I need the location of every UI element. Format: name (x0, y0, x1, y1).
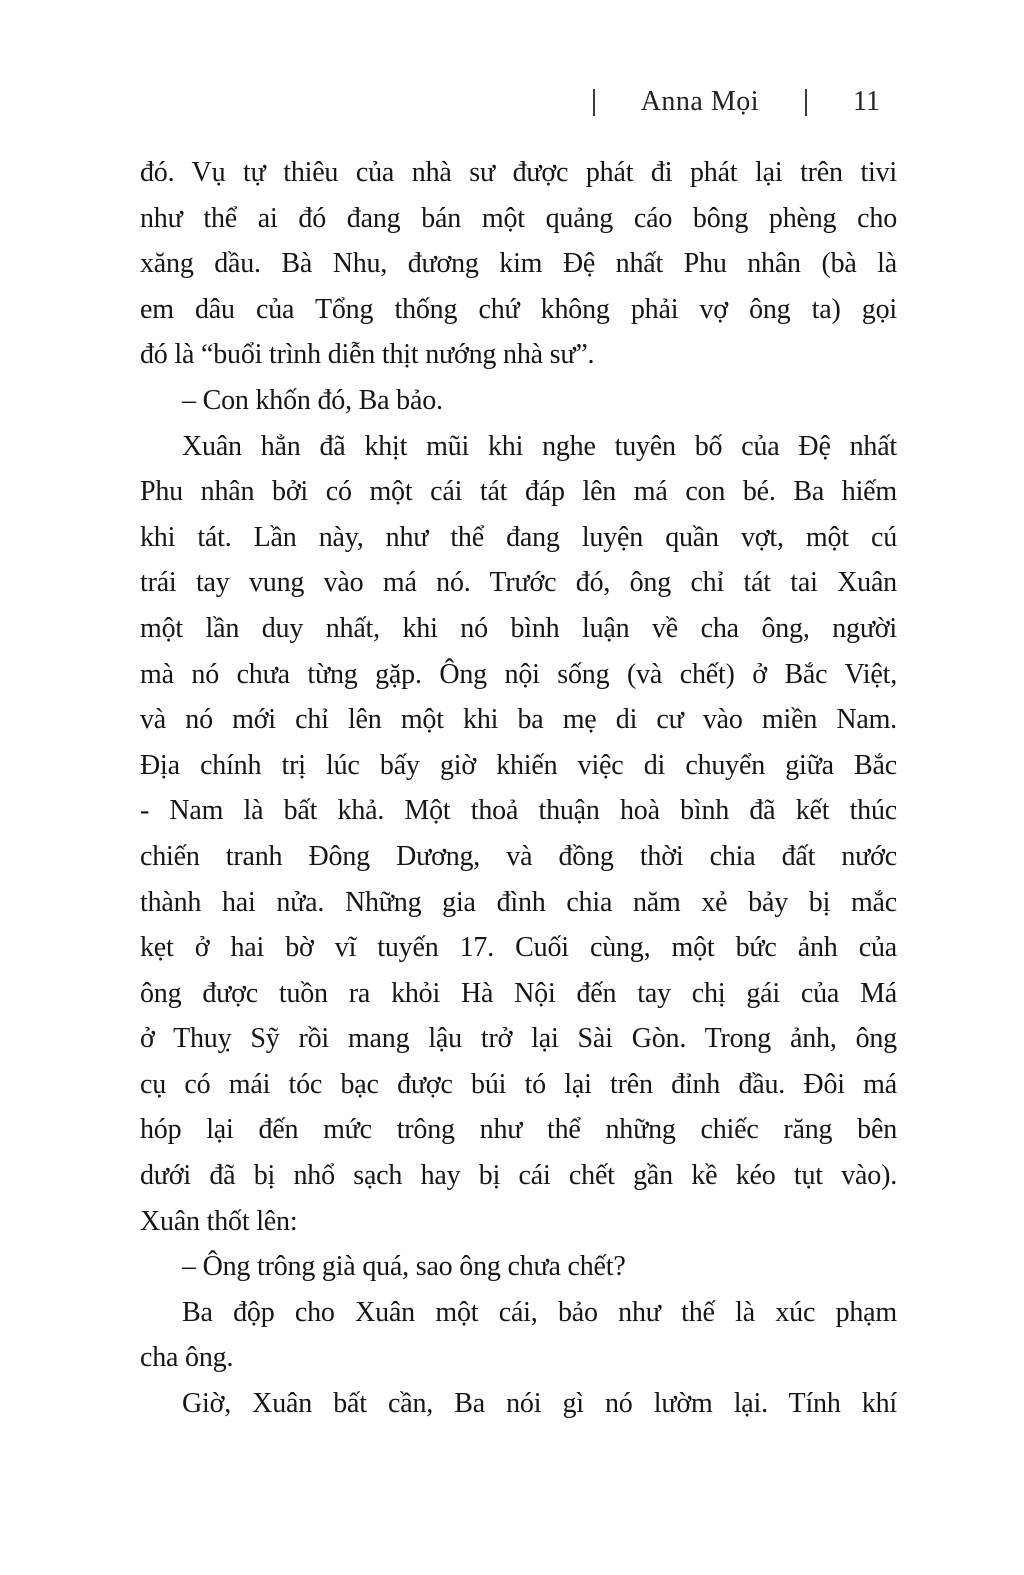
text-line: dưới đã bị nhổ sạch hay bị cái chết gần kề kéo tụt vào). (140, 1160, 897, 1192)
text-line: Phu nhân bởi có một cái tát đáp lên má con bé. Ba hiếm (140, 476, 897, 508)
text-line: kẹt ở hai bờ vĩ tuyến 17. Cuối cùng, một bức ảnh của (140, 932, 897, 964)
book-title: Anna Mọi (640, 86, 760, 117)
text-line: đó. Vụ tự thiêu của nhà sư được phát đi phát lại trên tivi (140, 157, 897, 188)
text-line: Địa chính trị lúc bấy giờ khiến việc di chuyển giữa Bắc (140, 749, 897, 781)
text-line: Xuân thốt lên: (140, 1205, 298, 1237)
text-line: khi tát. Lần này, như thể đang luyện quần vợt, một cú (140, 521, 897, 553)
text-line: một lần duy nhất, khi nó bình luận về cha ông, người (140, 612, 897, 644)
text-line: mà nó chưa từng gặp. Ông nội sống (và chết) ở Bắc Việt, (140, 658, 897, 690)
text-line: ở Thuỵ Sỹ rồi mang lậu trở lại Sài Gòn. Trong ảnh, ông (140, 1023, 897, 1055)
text-line: Giờ, Xuân bất cần, Ba nói gì nó lườm lại. Tính khí (182, 1388, 897, 1420)
text-line: – Con khốn đó, Ba bảo. (182, 384, 443, 416)
text-line: xăng dầu. Bà Nhu, đương kim Đệ nhất Phu nhân (bà là (140, 248, 897, 280)
text-line: thành hai nửa. Những gia đình chia năm xẻ bảy bị mắc (140, 886, 897, 918)
text-line: Xuân hẳn đã khịt mũi khi nghe tuyên bố của Đệ nhất (182, 430, 897, 462)
text-line: chiến tranh Đông Dương, và đồng thời chia đất nước (140, 840, 897, 872)
text-line: trái tay vung vào má nó. Trước đó, ông chỉ tát tai Xuân (140, 567, 897, 599)
text-line: đó là “buổi trình diễn thịt nướng nhà sư”. (140, 339, 595, 371)
text-line: Ba độp cho Xuân một cái, bảo như thế là xúc phạm (182, 1296, 897, 1328)
text-line: - Nam là bất khả. Một thoả thuận hoà bình đã kết thúc (140, 795, 897, 827)
text-line: – Ông trông già quá, sao ông chưa chết? (182, 1251, 626, 1283)
text-line: như thể ai đó đang bán một quảng cáo bông phèng cho (140, 202, 897, 234)
running-header (0, 86, 880, 118)
page-body-text (140, 150, 897, 1427)
text-line: cụ có mái tóc bạc được búi tó lại trên đỉnh đầu. Đôi má (140, 1068, 897, 1100)
text-line: ông được tuồn ra khỏi Hà Nội đến tay chị gái của Má (140, 977, 897, 1009)
text-line: cha ông. (140, 1342, 234, 1374)
header-separator-left (593, 89, 595, 116)
text-line: và nó mới chỉ lên một khi ba mẹ di cư vào miền Nam. (140, 704, 897, 736)
page-number: 11 (853, 86, 880, 117)
header-separator-right (805, 89, 807, 116)
text-line: hóp lại đến mức trông như thể những chiếc răng bên (140, 1114, 897, 1146)
text-line: em dâu của Tổng thống chứ không phải vợ ông ta) gọi (140, 293, 897, 325)
